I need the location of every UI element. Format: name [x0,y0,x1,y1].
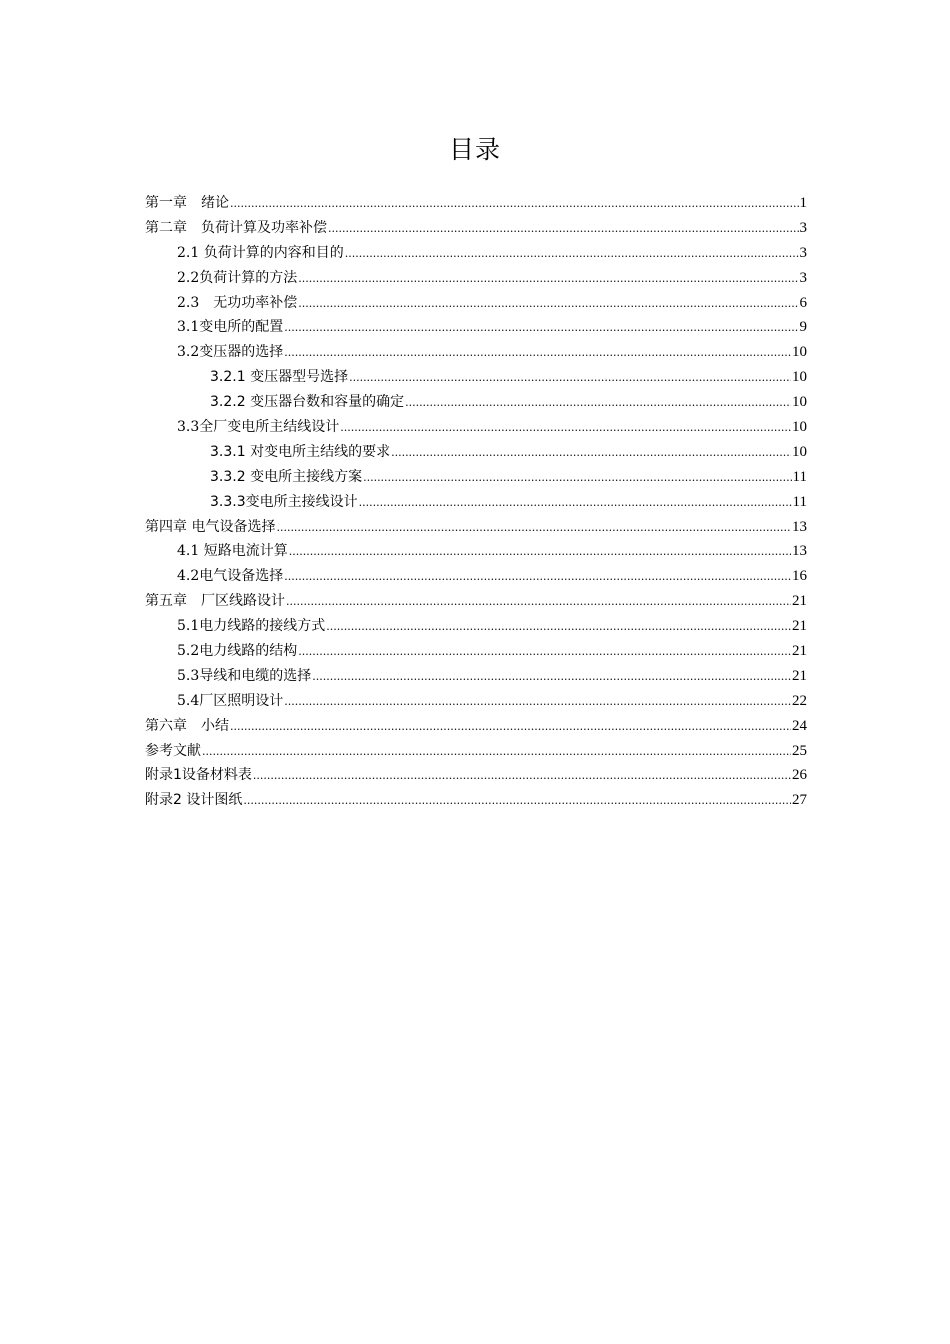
toc-dot-leader [326,615,791,640]
toc-entry-label: 3.2.2 变压器台数和容量的确定 [210,394,405,411]
toc-dot-leader [243,789,791,814]
toc-entry-label: 第二章 负荷计算及功率补偿 [145,219,327,236]
toc-entry-label: 5.1电力线路的接线方式 [177,618,326,635]
toc-entry-label: 附录2 设计图纸 [145,792,243,809]
toc-entry-label: 3.3.2 变电所主接线方案 [210,468,363,485]
toc-entry-label: 4.1 短路电流计算 [177,543,288,560]
toc-entry[interactable] [145,763,807,788]
toc-dot-leader [284,316,798,341]
toc-dot-leader [349,366,791,391]
toc-dot-leader [284,565,791,590]
toc-entry[interactable] [145,564,807,589]
toc-entry-label: 第六章 小结 [145,717,229,734]
toc-page-number: 6 [799,294,807,311]
toc-page-number: 10 [792,443,807,460]
toc-page-number: 16 [792,568,807,585]
toc-entry[interactable] [145,291,807,316]
toc-dot-leader [276,516,791,541]
toc-entry[interactable] [145,664,807,689]
toc-dot-leader [286,590,791,615]
toc-entry-label: 参考文献 [145,742,201,759]
toc-dot-leader [340,416,791,441]
table-of-contents [145,191,807,813]
toc-entry[interactable] [145,589,807,614]
toc-entry[interactable] [145,216,807,241]
toc-dot-leader [298,292,798,317]
toc-entry-label: 3.2.1 变压器型号选择 [210,369,349,386]
toc-page-number: 25 [792,742,807,759]
toc-entry[interactable] [145,714,807,739]
toc-entry-label: 2.2负荷计算的方法 [177,269,298,286]
toc-page-number: 3 [799,244,807,261]
toc-page-number: 26 [792,767,807,784]
toc-entry[interactable] [145,365,807,390]
toc-entry-label: 2.1 负荷计算的内容和目的 [177,244,344,261]
toc-entry-label: 2.3 无功功率补偿 [177,294,298,311]
toc-dot-leader [230,715,791,740]
toc-entry-label: 4.2电气设备选择 [177,568,284,585]
toc-entry[interactable] [145,614,807,639]
toc-entry-label: 3.1变电所的配置 [177,319,284,336]
toc-entry[interactable] [145,415,807,440]
toc-dot-leader [284,341,791,366]
toc-entry-label: 3.3.1 对变电所主结线的要求 [210,443,391,460]
toc-page-number: 21 [792,618,807,635]
toc-page-number: 11 [792,468,807,485]
toc-page-number: 27 [792,792,807,809]
toc-entry[interactable] [145,390,807,415]
toc-entry[interactable] [145,515,807,540]
toc-entry-label: 3.2变压器的选择 [177,344,284,361]
toc-dot-leader [298,640,791,665]
toc-dot-leader [312,665,791,690]
toc-dot-leader [202,740,791,765]
toc-page-number: 24 [792,717,807,734]
toc-entry[interactable] [145,639,807,664]
toc-dot-leader [405,391,791,416]
toc-page-number: 10 [792,394,807,411]
toc-dot-leader [298,267,798,292]
toc-dot-leader [284,690,791,715]
toc-entry-label: 第五章 厂区线路设计 [145,593,285,610]
toc-page-number: 21 [792,667,807,684]
toc-dot-leader [363,466,791,491]
toc-dot-leader [345,242,799,267]
toc-dot-leader [230,192,799,217]
toc-page-number: 3 [799,219,807,236]
page-title: 目录 [448,135,501,164]
toc-page-number: 9 [799,319,807,336]
toc-entry-label: 5.3导线和电缆的选择 [177,667,312,684]
toc-entry[interactable] [145,266,807,291]
toc-entry-label: 第四章 电气设备选择 [145,518,276,535]
toc-entry-label: 第一章 绪论 [145,195,229,211]
toc-entry[interactable] [145,440,807,465]
toc-entry[interactable] [145,539,807,564]
toc-page-number: 13 [792,543,807,560]
toc-page-number: 22 [792,692,807,709]
toc-entry[interactable] [145,788,807,813]
toc-entry-label: 3.3.3变电所主接线设计 [210,493,358,510]
toc-page-number: 10 [792,369,807,386]
toc-dot-leader [289,540,791,565]
toc-entry[interactable] [145,739,807,764]
toc-page-number: 11 [792,493,807,510]
toc-entry[interactable] [145,241,807,266]
toc-page-number: 21 [792,593,807,610]
toc-dot-leader [391,441,791,466]
toc-entry[interactable] [145,490,807,515]
toc-entry-label: 5.2电力线路的结构 [177,643,298,660]
toc-entry[interactable] [145,315,807,340]
toc-dot-leader [359,491,792,516]
toc-page-number: 10 [792,344,807,361]
toc-page-number: 13 [792,518,807,535]
toc-entry[interactable] [145,340,807,365]
toc-dot-leader [253,764,791,789]
toc-page-number: 3 [799,269,807,286]
toc-entry-label: 附录1设备材料表 [145,767,252,784]
toc-entry[interactable] [145,465,807,490]
toc-page-number: 21 [792,643,807,660]
toc-page-number: 1 [799,195,807,211]
toc-page-number: 10 [792,419,807,436]
toc-entry-label: 3.3全厂变电所主结线设计 [177,419,340,436]
toc-entry[interactable] [145,191,807,216]
toc-entry[interactable] [145,689,807,714]
toc-dot-leader [328,217,799,242]
toc-entry-label: 5.4厂区照明设计 [177,692,284,709]
